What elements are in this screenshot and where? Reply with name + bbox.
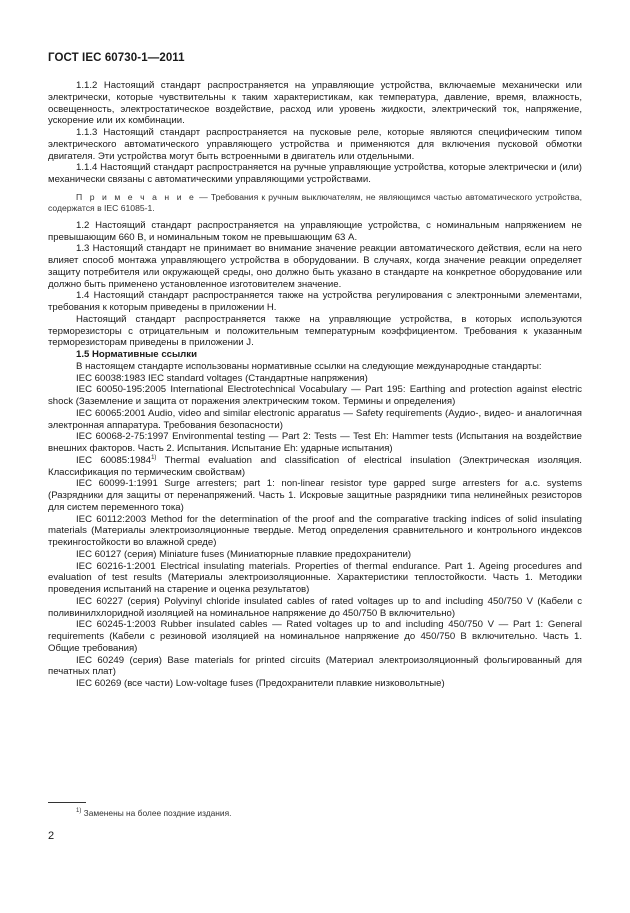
reference-code: IEC 60085:1984 xyxy=(76,454,152,466)
footnote-marker: 1) xyxy=(151,454,157,461)
note xyxy=(48,192,582,214)
footnote xyxy=(76,808,231,818)
reference-item: IEC 60112:2003 Method for the determination of the proof and the comparative tracking indices of solid insulating materials (Материалы электроизоляционные твердые. Метод определения сравнительного и контрольного индексов трекингостойкости во влажной среде) xyxy=(48,513,582,548)
section-heading: 1.5 Нормативные ссылки xyxy=(76,349,197,360)
reference-item: IEC 60269 (все части) Low-voltage fuses (Предохранители плавкие низковольтные) xyxy=(76,678,445,689)
reference-item: IEC 60227 (серия) Polyvinyl chloride insulated cables of rated voltages up to and including 450/750 V (Кабели с поливинилхлоридной изоляцией на номинальное напряжение до 450/750 В включительно) xyxy=(48,595,582,619)
paragraph-1-3: 1.3 Настоящий стандарт не принимает во внимание значение реакции автоматического действия, если на него влияет способ монтажа управляющего устройства в оборудовании. В случаях, когда значение реакции определяет защиту потребителя или окружающей среды, оно должно быть указано в стандарте на конкретное оборудование или должно быть применено установленное изготовителем значение. xyxy=(48,243,582,290)
footnote-divider xyxy=(48,802,86,803)
page-number: 2 xyxy=(48,830,55,842)
reference-item: IEC 60249 (серия) Base materials for printed circuits (Материал электроизоляционный фольгированный для печатных плат) xyxy=(48,654,582,678)
reference-item: IEC 60216-1:2001 Electrical insulating materials. Properties of thermal endurance. Part 1. Ageing procedures and evaluation of test results (Материалы электроизоляционные. Характеристики теплостойкости. Часть 1. Методики проведения испытаний на старение и оценка результатов) xyxy=(48,560,582,595)
reference-item: IEC 60127 (серия) Miniature fuses (Миниатюрные плавкие предохранители) xyxy=(76,548,412,560)
document-body xyxy=(48,80,582,690)
paragraph-thermistors: Настоящий стандарт распространяется также на управляющие устройства, в которых используются терморезисторы с отрицательным и положительным температурным коэффициентом. Требования к указанным терморезисторам приведены в приложении J. xyxy=(48,313,582,349)
reference-item: IEC 60068-2-75:1997 Environmental testing — Part 2: Tests — Test Eh: Hammer tests (Испытания на воздействие внешних факторов. Часть 2. Испытания. Испытание Eh: ударные испытания) xyxy=(48,431,582,454)
footnote-marker: 1) xyxy=(76,808,82,814)
paragraph-1-1-4: 1.1.4 Настоящий стандарт распространяется на ручные управляющие устройства, которые электрически и (или) механически связаны с автоматическими управляющими устройствами. xyxy=(48,162,582,185)
reference-item xyxy=(48,455,582,479)
note-label: П р и м е ч а н и е xyxy=(76,191,197,202)
reference-text: Thermal evaluation and classification of electrical insulation (Электрическая изоляция. Классификация по термическим свойствам) xyxy=(48,454,582,478)
reference-item: IEC 60050-195:2005 International Electrotechnical Vocabulary — Part 195: Earthing and protection against electric shock (Заземление и защита от поражения электрическим током. Термины и определения) xyxy=(48,384,582,407)
reference-item: IEC 60245-1:2003 Rubber insulated cables — Rated voltages up to and including 450/750 V — Part 1: General requirements (Кабели с резиновой изоляцией на номинальное напряжение до 450/750 В включительно. Часть 1. Общие требования) xyxy=(48,619,582,654)
paragraph-1-4: 1.4 Настоящий стандарт распространяется также на устройства регулирования с электронными элементами, требования к которым приведены в приложении H. xyxy=(48,290,582,313)
document-header: ГОСТ IEC 60730-1—2011 xyxy=(48,52,185,64)
paragraph-references-intro: В настоящем стандарте использованы нормативные ссылки на следующие международные стандарты: xyxy=(76,360,542,372)
paragraph-1-1-3: 1.1.3 Настоящий стандарт распространяется на пусковые реле, которые являются специфическим типом электрического автоматического управляющего устройства и применяются для включения пусковой обмотки двигателя. Эти устройства могут быть встроенными в двигатель или отдельными. xyxy=(48,127,582,162)
reference-item: IEC 60038:1983 IEC standard voltages (Стандартные напряжения) xyxy=(76,372,368,384)
note-text: — Требования к ручным выключателям, не являющимся частью автоматического устройства, содержатся в IEC 61085-1. xyxy=(48,191,582,213)
footnote-text: Заменены на более поздние издания. xyxy=(81,808,232,818)
reference-item: IEC 60065:2001 Audio, video and similar electronic apparatus — Safety requirements (Аудио-, видео- и аналогичная электронная аппаратура. Требования безопасности) xyxy=(48,407,582,431)
reference-item: IEC 60099-1:1991 Surge arresters; part 1: non-linear resistor type gapped surge arresters for a.c. systems (Разрядники для защиты от перенапряжений. Часть 1. Искровые защитные разрядники типа нелинейных резисторов для систем переменного тока) xyxy=(48,478,582,513)
paragraph-1-2: 1.2 Настоящий стандарт распространяется на управляющие устройства, с номинальным напряжением не превышающим 660 В, и номинальным током не превышающим 63 А. xyxy=(48,219,582,243)
paragraph-1-1-2: 1.1.2 Настоящий стандарт распространяется на управляющие устройства, включаемые механически или электрически, которые чувствительны к таким характеристикам, как температура, давление, время, влажность, освещенность, электростатическое воздействие, расход или уровень жидкости, электрический ток, напряжение, ускорение или их комбинации. xyxy=(48,80,582,127)
